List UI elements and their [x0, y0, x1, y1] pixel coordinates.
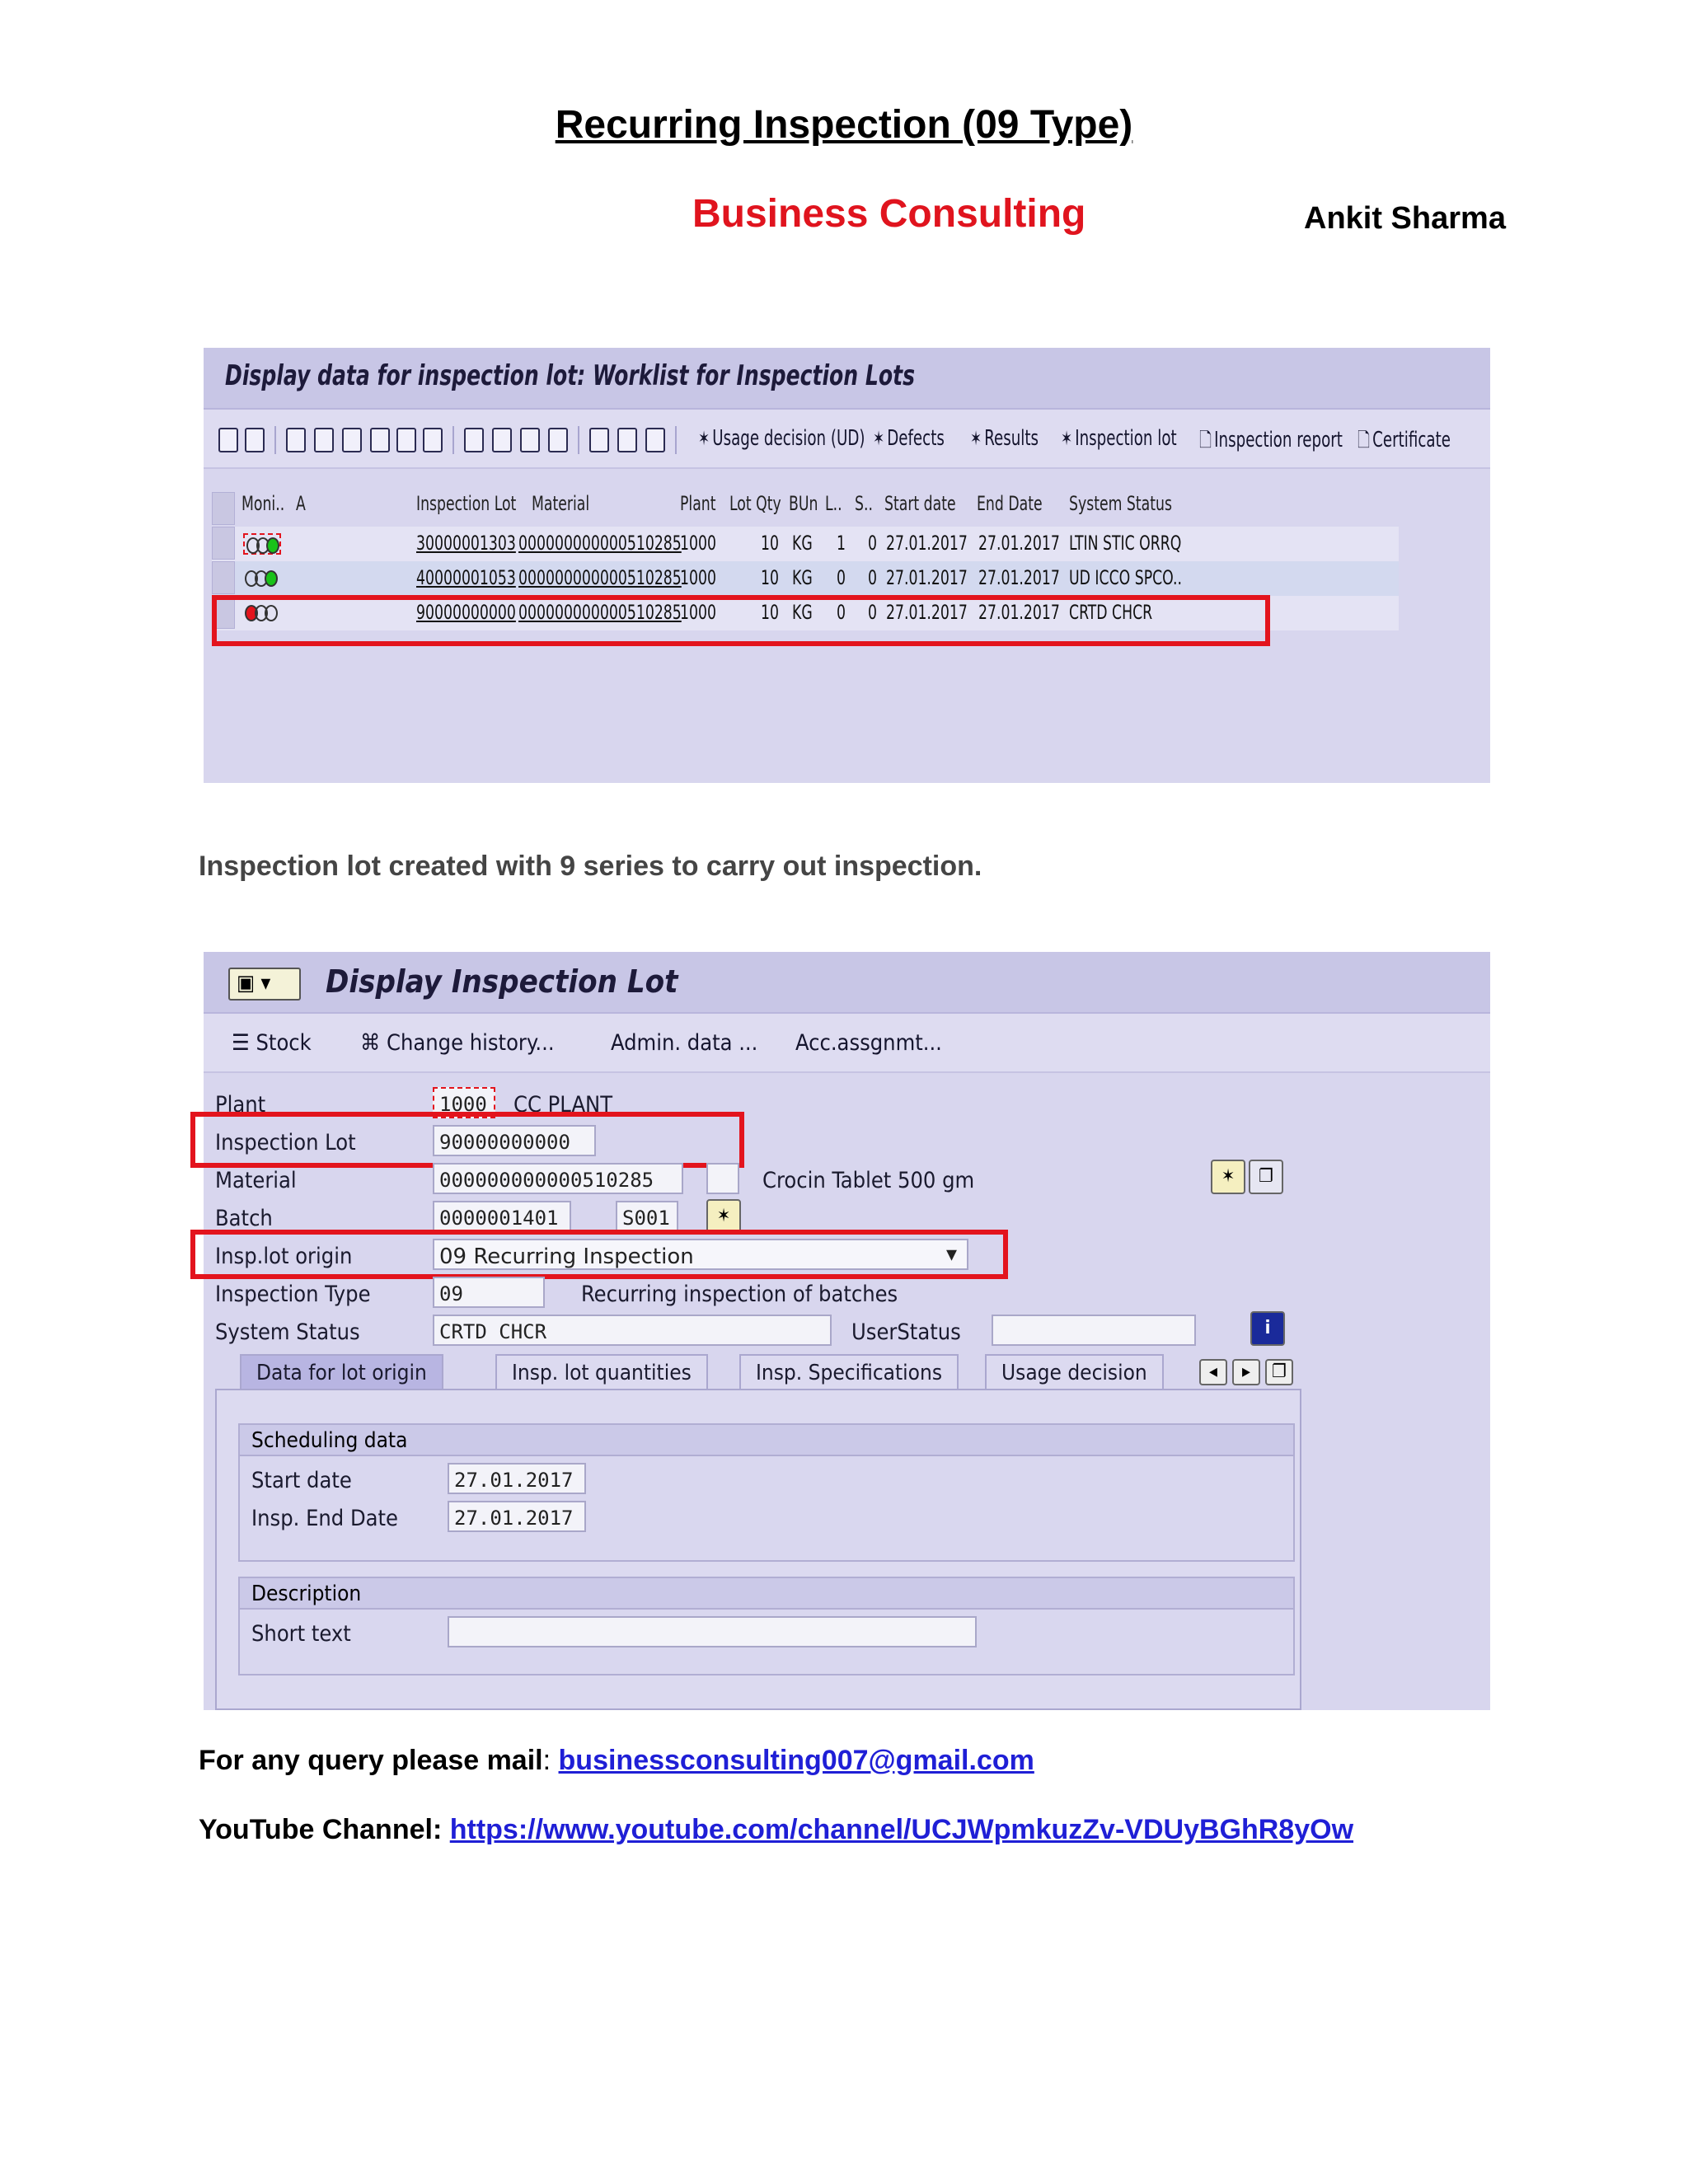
tab-list-icon[interactable]: ❐: [1265, 1359, 1293, 1385]
column-header[interactable]: Start date: [884, 492, 956, 515]
scroll-right-icon[interactable]: ▸: [1232, 1359, 1260, 1385]
usage-decision-label: Usage decision (UD): [712, 426, 865, 451]
details-icon[interactable]: [286, 428, 306, 452]
inspection-lot-toolbar: [204, 1014, 1490, 1073]
youtube-line: [199, 1814, 1353, 1846]
traffic-light-icon: [243, 533, 281, 555]
layout-icon[interactable]: [589, 428, 609, 452]
insp-end-date-field[interactable]: 27.01.2017: [448, 1501, 586, 1532]
glasses-icon: ✶: [970, 427, 982, 450]
table-row[interactable]: [212, 561, 1399, 596]
s-cell: 0: [868, 532, 877, 555]
mail-label: For any query please mail: [199, 1745, 543, 1776]
change-history-button[interactable]: [360, 1030, 555, 1056]
start-date-field[interactable]: 27.01.2017: [448, 1463, 586, 1494]
certificate-button[interactable]: [1357, 426, 1451, 460]
scroll-left-icon[interactable]: ◂: [1199, 1359, 1227, 1385]
inspection-lot-window: [204, 952, 1490, 1710]
inspection-lot-button[interactable]: [1061, 426, 1177, 451]
tab-content: [215, 1389, 1301, 1710]
document-icon: 🗋: [1199, 429, 1212, 452]
glasses-icon[interactable]: ✶: [706, 1199, 741, 1234]
toolbar-separator: [274, 426, 276, 454]
short-text-field[interactable]: [448, 1616, 977, 1647]
traffic-light-icon: [243, 568, 281, 589]
caption: Inspection lot created with 9 series to carry out inspection.: [199, 851, 982, 882]
end-date-cell: 27.01.2017: [978, 532, 1060, 555]
description-group: [238, 1577, 1295, 1675]
short-text-label: Short text: [251, 1621, 351, 1647]
column-header[interactable]: Moni..: [241, 492, 285, 515]
highlight-box: [212, 595, 1270, 646]
tab-insp-specifications[interactable]: Insp. Specifications: [739, 1354, 959, 1390]
lot-qty-cell: 10: [761, 532, 779, 555]
inspection-lot-link[interactable]: 40000001053: [416, 566, 516, 589]
youtube-link[interactable]: https://www.youtube.com/channel/UCJWpmkuzZv-VDUyBGhR8yOw: [449, 1814, 1354, 1845]
system-status-label: System Status: [215, 1319, 360, 1345]
inspection-lot-field[interactable]: 90000000000: [433, 1125, 596, 1156]
lot-qty-cell: 10: [761, 601, 779, 624]
chevron-down-icon: ▾: [945, 1242, 957, 1267]
system-status-field[interactable]: CRTD CHCR: [433, 1315, 832, 1346]
admin-data-button[interactable]: Admin. data ...: [611, 1030, 758, 1056]
plant-cell: 1000: [680, 532, 716, 555]
inspection-lot-link[interactable]: 90000000000: [416, 601, 516, 624]
column-header[interactable]: A: [296, 492, 306, 515]
mail-icon[interactable]: [548, 428, 568, 452]
inspection-type-field[interactable]: 09: [433, 1277, 545, 1308]
start-date-cell: 27.01.2017: [886, 532, 968, 555]
s-cell: 0: [868, 566, 877, 589]
column-header[interactable]: BUn: [789, 492, 818, 515]
glasses-icon[interactable]: ✶: [1211, 1160, 1245, 1194]
light-green: [266, 537, 279, 554]
start-date-label: Start date: [251, 1468, 352, 1493]
select-icon[interactable]: [314, 428, 334, 452]
worklist-title: Display data for inspection lot: Worklist for Inspection Lots: [225, 359, 916, 392]
scheduling-group: [238, 1423, 1295, 1562]
menu-icon[interactable]: [228, 968, 301, 1001]
plant-label: Plant: [215, 1092, 266, 1118]
email-link[interactable]: businessconsulting007@gmail.com: [558, 1745, 1034, 1776]
highlight-box: [190, 1230, 1008, 1279]
material-link[interactable]: 000000000000510285: [518, 566, 682, 589]
system-status-cell: CRTD CHCR: [1069, 601, 1153, 624]
toolbar-separator: [578, 426, 579, 454]
inspection-lot-titlebar: [204, 952, 1490, 1014]
inspection-type-label: Inspection Type: [215, 1282, 371, 1307]
person-icon: ☰: [232, 1030, 256, 1056]
sort-ascending-icon[interactable]: [342, 428, 362, 452]
history-icon: ⌘: [360, 1030, 387, 1056]
batch-extra-field[interactable]: S001: [616, 1201, 678, 1232]
worklist-window: [204, 348, 1490, 783]
author-name: Ankit Sharma: [1304, 201, 1506, 236]
s-cell: 0: [868, 601, 877, 624]
filter-icon[interactable]: [396, 428, 416, 452]
inspection-lot-label: Inspection Lot: [215, 1130, 356, 1155]
inspection-type-text: Recurring inspection of batches: [581, 1282, 898, 1307]
column-header[interactable]: Lot Qty: [729, 492, 781, 515]
column-header[interactable]: L..: [825, 492, 842, 515]
plant-cell: 1000: [680, 601, 716, 624]
choose-layout-icon[interactable]: [617, 428, 637, 452]
sort-descending-icon[interactable]: [370, 428, 390, 452]
table-row[interactable]: [212, 527, 1399, 561]
results-label: Results: [984, 426, 1039, 451]
end-date-cell: 27.01.2017: [978, 601, 1060, 624]
column-header[interactable]: Material: [532, 492, 590, 515]
material-field[interactable]: 000000000000510285: [433, 1163, 683, 1194]
glasses-icon: ✶: [1061, 427, 1073, 450]
row-selector[interactable]: [212, 527, 235, 560]
usage-decision-button[interactable]: [698, 426, 865, 451]
column-header[interactable]: System Status: [1069, 492, 1172, 515]
bun-cell: KG: [792, 566, 813, 589]
select-all-icon[interactable]: [212, 492, 235, 525]
change-history-label: Change history...: [387, 1030, 555, 1056]
company-name: Business Consulting: [692, 192, 1086, 236]
find-icon[interactable]: [423, 428, 443, 452]
plant-text: CC PLANT: [513, 1092, 613, 1118]
results-button[interactable]: [970, 426, 1039, 451]
column-header[interactable]: Plant: [680, 492, 716, 515]
insp-lot-origin-value: 09 Recurring Inspection: [439, 1244, 694, 1269]
l-cell: 0: [837, 601, 846, 624]
bun-cell: KG: [792, 601, 813, 624]
acc-assignment-button[interactable]: Acc.assgnmt...: [795, 1030, 942, 1056]
colon: :: [542, 1745, 559, 1776]
info-icon[interactable]: i: [1250, 1311, 1285, 1346]
tab-data-for-lot-origin[interactable]: Data for lot origin: [240, 1354, 443, 1390]
tab-insp-lot-quantities[interactable]: Insp. lot quantities: [495, 1354, 708, 1390]
inspection-report-button[interactable]: [1199, 426, 1343, 460]
defects-button[interactable]: [873, 426, 945, 451]
light-green: [265, 570, 278, 587]
material-link[interactable]: 000000000000510285: [518, 532, 682, 555]
inspection-lot-title: Display Inspection Lot: [326, 963, 678, 1000]
scheduling-header: Scheduling data: [240, 1425, 1293, 1456]
row-selector[interactable]: [212, 561, 235, 594]
mail-line: [199, 1745, 1034, 1777]
stock-button[interactable]: [232, 1030, 312, 1056]
description-header: Description: [240, 1578, 1293, 1610]
certificate-label: Certificate: [1372, 428, 1451, 452]
insp-lot-origin-label: Insp.lot origin: [215, 1244, 353, 1269]
copy-icon[interactable]: ❐: [1249, 1160, 1283, 1194]
plant-cell: 1000: [680, 566, 716, 589]
l-cell: 1: [837, 532, 846, 555]
system-status-cell: LTIN STIC ORRQ: [1069, 532, 1182, 555]
worklist-titlebar: [204, 348, 1490, 410]
glasses-icon: ✶: [698, 427, 710, 450]
plant-field[interactable]: 1000: [433, 1087, 495, 1118]
toolbar-separator: [452, 426, 454, 454]
column-header[interactable]: Inspection Lot: [416, 492, 517, 515]
edit-icon[interactable]: [218, 428, 238, 452]
save-layout-icon[interactable]: [645, 428, 665, 452]
document-title: Recurring Inspection (09 Type): [555, 103, 1133, 147]
column-header[interactable]: S..: [855, 492, 873, 515]
batch-label: Batch: [215, 1206, 273, 1231]
l-cell: 0: [837, 566, 846, 589]
worklist-toolbar: [204, 410, 1490, 469]
material-link[interactable]: 000000000000510285: [518, 601, 682, 624]
inspection-report-label: Inspection report: [1214, 428, 1343, 452]
lot-qty-cell: 10: [761, 566, 779, 589]
user-status-label: UserStatus: [851, 1319, 961, 1345]
tab-strip: [215, 1354, 1303, 1390]
stock-label: Stock: [256, 1030, 312, 1056]
column-header[interactable]: End Date: [977, 492, 1043, 515]
material-extra-field[interactable]: [706, 1163, 739, 1194]
end-date-cell: 27.01.2017: [978, 566, 1060, 589]
tab-usage-decision[interactable]: Usage decision: [985, 1354, 1164, 1390]
batch-field[interactable]: 0000001401: [433, 1201, 571, 1232]
toolbar-separator: [675, 426, 677, 454]
bun-cell: KG: [792, 532, 813, 555]
user-status-field[interactable]: [992, 1315, 1196, 1346]
document-icon: 🗋: [1357, 429, 1371, 452]
chart-icon[interactable]: [464, 428, 484, 452]
system-status-cell: UD ICCO SPCO..: [1069, 566, 1182, 589]
defects-label: Defects: [887, 426, 945, 451]
glasses-icon: ✶: [873, 427, 885, 450]
insp-end-date-label: Insp. End Date: [251, 1506, 399, 1531]
highlight-box: [190, 1112, 744, 1168]
export-icon[interactable]: [520, 428, 540, 452]
material-label: Material: [215, 1168, 297, 1193]
menu-glyph: ▣ ▾: [237, 971, 271, 996]
print-icon[interactable]: [492, 428, 512, 452]
start-date-cell: 27.01.2017: [886, 566, 968, 589]
material-text: Crocin Tablet 500 gm: [762, 1168, 975, 1193]
refresh-icon[interactable]: [245, 428, 265, 452]
start-date-cell: 27.01.2017: [886, 601, 968, 624]
inspection-lot-label: Inspection lot: [1075, 426, 1177, 451]
youtube-label: YouTube Channel:: [199, 1814, 443, 1845]
inspection-lot-link[interactable]: 30000001303: [416, 532, 516, 555]
